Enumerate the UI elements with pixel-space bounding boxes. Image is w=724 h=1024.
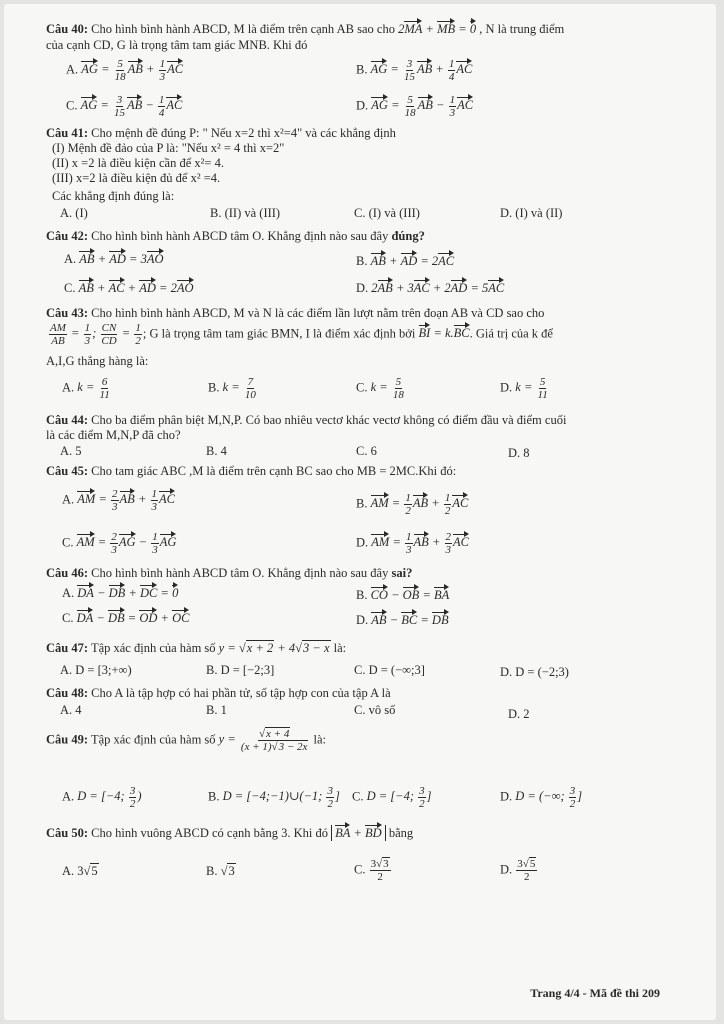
q42-option-d[interactable]: D. 2AB + 3AC + 2AD = 5AC — [356, 281, 505, 295]
q40-option-b[interactable]: B. AG = $\frac{3}{15}$ AB + $\frac{1}{4}$ AC — [356, 58, 473, 83]
q41-option-a[interactable]: A. (I) — [60, 206, 88, 220]
question-40-line2: của cạnh CD, G là trọng tâm tam giác MNB. Khi đó — [46, 38, 308, 52]
q49-option-b[interactable]: B. D = [−4;−1)∪(−1; $\frac{3}{2}$ ] — [208, 785, 340, 810]
q41-statement-i: (I) Mệnh đề đảo của P là: "Nếu x² = 4 thì x=2" — [52, 141, 285, 155]
q49-option-c[interactable]: C. D = [−4; $\frac{3}{2}$ ] — [352, 785, 432, 810]
q41-prompt: Các khẳng định đúng là: — [52, 189, 175, 203]
question-43: Câu 43: Cho hình bình hành ABCD, M và N là các điểm lần lượt nằm trên đoạn AB và CD sao cho — [46, 306, 545, 320]
question-42: Câu 42: Cho hình bình hành ABCD tâm O. Khẳng định nào sau đây đúng? — [46, 229, 425, 243]
q41-option-c[interactable]: C. (I) và (III) — [354, 206, 420, 220]
q41-statement-ii: (II) x =2 là điều kiện cần để x²= 4. — [52, 156, 224, 170]
question-44-line2: là các điểm M,N,P đã cho? — [46, 428, 181, 442]
q48-option-a[interactable]: A. 4 — [60, 703, 82, 717]
q47-option-a[interactable]: A. D = [3;+∞) — [60, 663, 132, 677]
question-41: Câu 41: Cho mệnh đề đúng P: " Nếu x=2 thì x²=4" và các khẳng định — [46, 126, 396, 140]
question-45: Câu 45: Cho tam giác ABC ,M là điểm trên cạnh BC sao cho MB = 2MC.Khi đó: — [46, 464, 457, 478]
question-47: Câu 47: Tập xác định của hàm số y = √x + 2 + 4√3 − x là: — [46, 641, 347, 655]
q40-option-a[interactable]: A. AG = $\frac{5}{18}$ AB + $\frac{1}{3}$ AC — [66, 58, 184, 83]
question-50: Câu 50: Cho hình vuông ABCD có cạnh bằng 3. Khi đó BA + BD bằng — [46, 826, 414, 840]
q44-option-b[interactable]: B. 4 — [206, 444, 227, 458]
q44-option-a[interactable]: A. 5 — [60, 444, 82, 458]
q42-option-a[interactable]: A. AB + AD = 3AO — [64, 252, 164, 266]
q42-option-b[interactable]: B. AB + AD = 2AC — [356, 254, 455, 268]
question-43-line2: $\frac{AM}{AB}$ = $\frac{1}{3}$ ; $\frac{CN}{CD}$ = $\frac{1}{2}$ ; G là trọng tâm tam giác BMN, I là điểm xác định bởi BI = k.BC. Giá trị của k để — [50, 322, 553, 347]
page-footer: Trang 4/4 - Mã đề thi 209 — [530, 986, 660, 1000]
q45-option-c[interactable]: C. AM = $\frac{2}{3}$ AG − $\frac{1}{3}$ AG — [62, 531, 177, 556]
q46-option-c[interactable]: C. DA − DB = OD + OC — [62, 611, 190, 625]
q46-option-a[interactable]: A. DA − DB + DC = 0 — [62, 586, 179, 600]
question-40: Câu 40: Cho hình bình hành ABCD, M là điểm trên cạnh AB sao cho 2MA + MB = 0 , N là trung điểm — [46, 22, 565, 36]
q40-option-d[interactable]: D. AG = $\frac{5}{18}$ AB − $\frac{1}{3}$ AC — [356, 94, 474, 119]
q48-option-b[interactable]: B. 1 — [206, 703, 227, 717]
q47-option-d[interactable]: D. D = (−2;3) — [500, 665, 569, 679]
question-49: Câu 49: Tập xác định của hàm số y = $\frac{√x + 4}{(x + 1)√3 - 2x}$ là: — [46, 728, 327, 753]
question-43-line3: A,I,G thẳng hàng là: — [46, 354, 149, 368]
q43-option-b[interactable]: B. k = $\frac{7}{10}$ — [208, 376, 256, 401]
q43-option-d[interactable]: D. k = $\frac{5}{11}$ — [500, 376, 548, 401]
q45-option-d[interactable]: D. AM = $\frac{1}{3}$ AB + $\frac{2}{3}$ AC — [356, 531, 469, 556]
q40-option-c[interactable]: C. AG = $\frac{3}{15}$ AB − $\frac{1}{4}$ AC — [66, 94, 183, 119]
q41-option-d[interactable]: D. (I) và (II) — [500, 206, 563, 220]
q44-option-c[interactable]: C. 6 — [356, 444, 377, 458]
q50-option-b[interactable]: B. √3 — [206, 864, 235, 878]
q47-option-c[interactable]: C. D = (−∞;3] — [354, 663, 425, 677]
q46-option-b[interactable]: B. CO − OB = BA — [356, 588, 450, 602]
q50-option-a[interactable]: A. 3√5 — [62, 864, 98, 878]
q48-option-c[interactable]: C. vô số — [354, 703, 396, 717]
q44-option-d[interactable]: D. 8 — [508, 446, 530, 460]
q41-statement-iii: (III) x=2 là điều kiện đủ để x² =4. — [52, 171, 221, 185]
q43-option-a[interactable]: A. k = $\frac{6}{11}$ — [62, 376, 110, 401]
question-48: Câu 48: Cho A là tập hợp có hai phần tử, số tập hợp con của tập A là — [46, 686, 391, 700]
question-46: Câu 46: Cho hình bình hành ABCD tâm O. Khẳng định nào sau đây sai? — [46, 566, 413, 580]
q45-option-a[interactable]: A. AM = $\frac{2}{3}$ AB + $\frac{1}{3}$ AC — [62, 488, 175, 513]
q49-option-d[interactable]: D. D = (−∞; $\frac{3}{2}$ ] — [500, 785, 583, 810]
q49-option-a[interactable]: A. D = [−4; $\frac{3}{2}$ ) — [62, 785, 142, 810]
q45-option-b[interactable]: B. AM = $\frac{1}{2}$ AB + $\frac{1}{2}$ AC — [356, 492, 469, 517]
q41-option-b[interactable]: B. (II) và (III) — [210, 206, 281, 220]
question-44: Câu 44: Cho ba điểm phân biệt M,N,P. Có bao nhiêu vectơ khác vectơ không có điểm đầu và điểm cuối — [46, 413, 567, 427]
q50-option-d[interactable]: D. $\frac{3√5}{2}$ — [500, 858, 536, 883]
q48-option-d[interactable]: D. 2 — [508, 707, 530, 721]
q50-option-c[interactable]: C. $\frac{3√3}{2}$ — [354, 858, 389, 883]
q42-option-c[interactable]: C. AB + AC + AD = 2AO — [64, 281, 194, 295]
q46-option-d[interactable]: D. AB − BC = DB — [356, 613, 449, 627]
q47-option-b[interactable]: B. D = [−2;3] — [206, 663, 275, 677]
q43-option-c[interactable]: C. k = $\frac{5}{18}$ — [356, 376, 404, 401]
